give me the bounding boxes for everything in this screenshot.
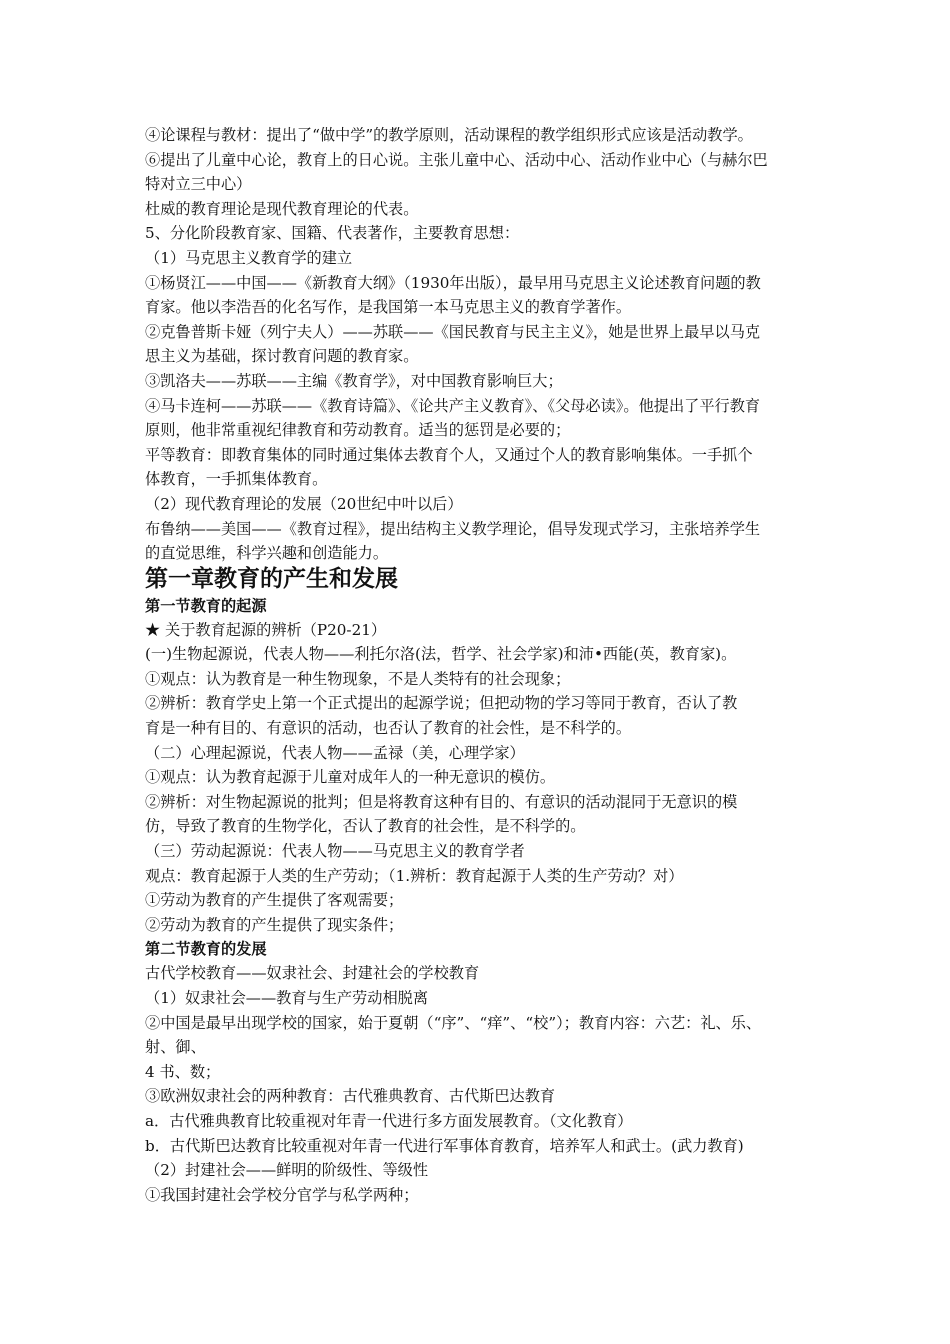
text-line: ①劳动为教育的产生提供了客观需要； [145,891,404,910]
text-line: ②克鲁普斯卡娅（列宁夫人）——苏联——《国民教育与民主主义》，她是世界上最早以马克 [145,322,761,341]
text-line: ⑥提出了儿童中心论，教育上的日心说。主张儿童中心、活动中心、活动作业中心（与赫尔巴 [145,150,768,169]
text-line: 布鲁纳——美国——《教育过程》，提出结构主义教学理论，倡导发现式学习，主张培养学生 [145,519,761,538]
text-line: （1）奴隶社会——教育与生产劳动相脱离 [145,989,429,1007]
text-line: 体教育，一手抓集体教育。 [145,470,328,489]
text-line: （二）心理起源说，代表人物——孟禄（美，心理学家） [145,743,525,762]
text-line: 观点：教育起源于人类的生产劳动；（1.辨析：教育起源于人类的生产劳动？对） [145,866,684,885]
text-line: ①观点：认为教育是一种生物现象，不是人类特有的社会现象； [145,669,571,688]
text-line: 5、分化阶段教育家、国籍、代表著作，主要教育思想： [145,224,520,243]
text-line: （1）马克思主义教育学的建立 [145,248,353,267]
text-line: （2）现代教育理论的发展（20世纪中叶以后） [145,494,463,513]
chapter-title: 第一章教育的产生和发展 [145,565,398,592]
text-line: ★ 关于教育起源的辨析（P20-21） [145,620,387,639]
text-line: 4 书、数； [145,1062,221,1081]
text-line: ③欧洲奴隶社会的两种教育：古代雅典教育、古代斯巴达教育 [145,1087,556,1106]
text-line: a．古代雅典教育比较重视对年青一代进行多方面发展教育。（文化教育） [145,1111,633,1130]
text-line: (一)生物起源说，代表人物——利托尔洛(法，哲学、社会学家)和沛•西能(英，教育家)。 [145,645,737,664]
text-line: 平等教育：即教育集体的同时通过集体去教育个人，又通过个人的教育影响集体。一手抓个 [145,445,753,464]
document-page [145,123,825,1207]
text-line: ②辨析：对生物起源说的批判；但是将教育这种有目的、有意识的活动混同于无意识的模 [145,792,738,811]
text-line: 育是一种有目的、有意识的活动，也否认了教育的社会性，是不科学的。 [145,719,631,738]
text-line: 杜威的教育理论是现代教育理论的代表。 [145,199,419,218]
text-line: 射、御、 [145,1038,206,1057]
text-line: 特对立三中心） [145,175,252,194]
text-line: ④论课程与教材：提出了“做中学”的教学原则，活动课程的教学组织形式应该是活动教学。 [145,126,753,144]
text-line: ①观点：认为教育起源于儿童对成年人的一种无意识的模仿。 [145,768,556,787]
text-line: ②辨析：教育学史上第一个正式提出的起源学说；但把动物的学习等同于教育，否认了教 [145,694,738,713]
text-line: ①杨贤江——中国——《新教育大纲》（1930年出版），最早用马克思主义论述教育问题的教 [145,273,761,292]
text-line: ④马卡连柯——苏联——《教育诗篇》、《论共产主义教育》、《父母必读》。他提出了平行教育 [145,396,761,415]
text-line: 育家。他以李浩吾的化名写作，是我国第一本马克思主义的教育学著作。 [145,298,631,317]
section-title: 第一节教育的起源 [145,596,267,615]
text-line: （2）封建社会——鲜明的阶级性、等级性 [145,1161,429,1180]
text-line: 原则，他非常重视纪律教育和劳动教育。适当的惩罚是必要的； [145,421,571,440]
text-line: 古代学校教育——奴隶社会、封建社会的学校教育 [145,964,480,983]
text-line: ②中国是最早出现学校的国家，始于夏朝（“序”、“痒”、“校”）；教育内容：六艺：礼、乐、 [145,1013,762,1032]
text-line: 思主义为基础，探讨教育问题的教育家。 [145,347,419,366]
text-line: ②劳动为教育的产生提供了现实条件； [145,915,404,934]
text-line: 仿，导致了教育的生物学化，否认了教育的社会性，是不科学的。 [145,817,586,836]
text-line: b．古代斯巴达教育比较重视对年青一代进行军事体育教育，培养军人和武士。(武力教育) [145,1136,744,1155]
text-line: （三）劳动起源说：代表人物——马克思主义的教育学者 [145,842,525,861]
text-line: ①我国封建社会学校分官学与私学两种； [145,1185,419,1204]
section-title: 第二节教育的发展 [145,940,267,959]
text-line: ③凯洛夫——苏联——主编《教育学》，对中国教育影响巨大； [145,371,563,390]
text-line: 的直觉思维，科学兴趣和创造能力。 [145,544,388,563]
